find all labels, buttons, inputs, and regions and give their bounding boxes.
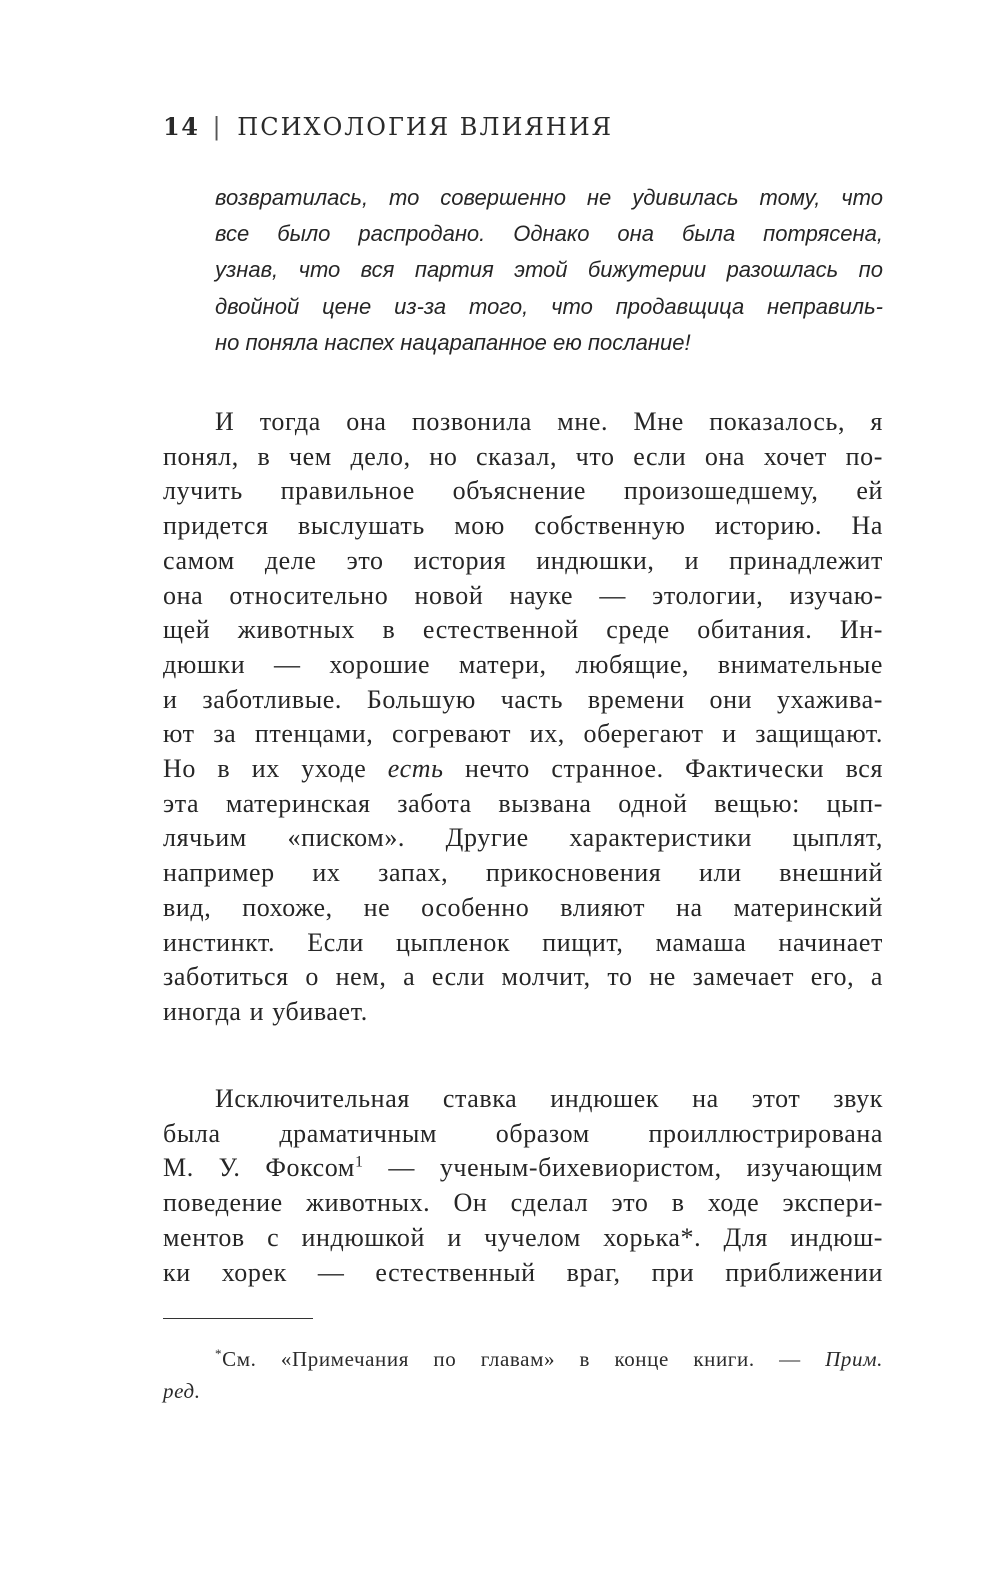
- footnote: [163, 1343, 883, 1407]
- paragraph-line: ют за птенцами, согревают их, оберегают и защищают.: [163, 719, 883, 749]
- book-title: ПСИХОЛОГИЯ ВЛИЯНИЯ: [237, 113, 614, 141]
- paragraph-turkey-story: [163, 405, 883, 1030]
- paragraph-line: эта материнская забота вызвана одной вещью: цып-: [163, 788, 883, 818]
- footnote-line: [163, 1375, 883, 1407]
- paragraph-line: и заботливые. Большую часть времени они ухажива-: [163, 684, 883, 714]
- paragraph-line: заботиться о нем, а если молчит, то не замечает его, а: [163, 962, 883, 992]
- emphasis-word: есть: [387, 754, 444, 784]
- footnote-marker: *: [215, 1346, 223, 1361]
- running-head: [163, 112, 613, 146]
- quote-line: двойной цене из-за того, что продавщица неправиль-: [215, 293, 883, 319]
- quote-line: узнав, что вся партия этой бижутерии разошлась по: [215, 257, 883, 283]
- paragraph-line: вид, похоже, не особенно влияют на материнский: [163, 892, 883, 922]
- paragraph-line: придется выслушать мою собственную историю. На: [163, 511, 883, 541]
- quote-line: все было распродано. Однако она была потрясена,: [215, 221, 883, 247]
- paragraph-line: дюшки — хорошие матери, любящие, внимательные: [163, 649, 883, 679]
- paragraph-line: лучить правильное объяснение произошедшему, ей: [163, 476, 883, 506]
- paragraph-line: иногда и убивает.: [163, 996, 368, 1026]
- paragraph-line: М. У. Фоксом$^1$ — ученым-бихевиористом, изучающим: [163, 1153, 883, 1183]
- footnote-line: *См. «Примечания по главам» в конце книги. — Прим.: [215, 1346, 883, 1371]
- quote-line: возвратилась, то совершенно не удивилась тому, что: [215, 185, 883, 210]
- paragraph-line: была драматичным образом проиллюстрирована: [163, 1118, 883, 1148]
- paragraph-line: например их запах, прикосновения или внешний: [163, 858, 883, 888]
- footnote-editor-note: ред.: [163, 1379, 201, 1403]
- paragraph-line: щей животных в естественной среде обитания. Ин-: [163, 615, 883, 645]
- paragraph-line: ментов с индюшкой и чучелом хорька*. Для индюш-: [163, 1222, 883, 1252]
- endnote-reference: 1: [354, 1153, 364, 1171]
- italic-quote-block: [215, 180, 883, 361]
- paragraph-line: Исключительная ставка индюшек на этот звук: [215, 1084, 883, 1113]
- header-separator: |: [212, 113, 223, 141]
- paragraph-line: Но в их уходе есть нечто странное. Фактически вся: [163, 754, 884, 784]
- paragraph-line: понял, в чем дело, но сказал, что если она хочет по-: [163, 441, 883, 471]
- paragraph-line: поведение животных. Он сделал это в ходе экспери-: [163, 1188, 883, 1218]
- paragraph-line: лячьим «писком». Другие характеристики цыплят,: [163, 823, 883, 853]
- paragraph-line: самом деле это история индюшки, и принадлежит: [163, 545, 883, 575]
- paragraph-fox-experiment: [163, 1082, 883, 1290]
- paragraph-line: ки хорек — естественный враг, при приближении: [163, 1257, 883, 1287]
- quote-line: но поняла наспех нацарапанное ею послание!: [215, 329, 691, 355]
- footnote-editor-note: Прим.: [825, 1347, 883, 1371]
- paragraph-line: И тогда она позвонила мне. Мне показалось, я: [215, 407, 883, 436]
- paragraph-line: инстинкт. Если цыпленок пищит, мамаша начинает: [163, 927, 883, 957]
- page-number: 14: [163, 112, 200, 141]
- footnote-divider: [163, 1318, 313, 1319]
- paragraph-line: она относительно новой науке — этологии, изучаю-: [163, 580, 883, 610]
